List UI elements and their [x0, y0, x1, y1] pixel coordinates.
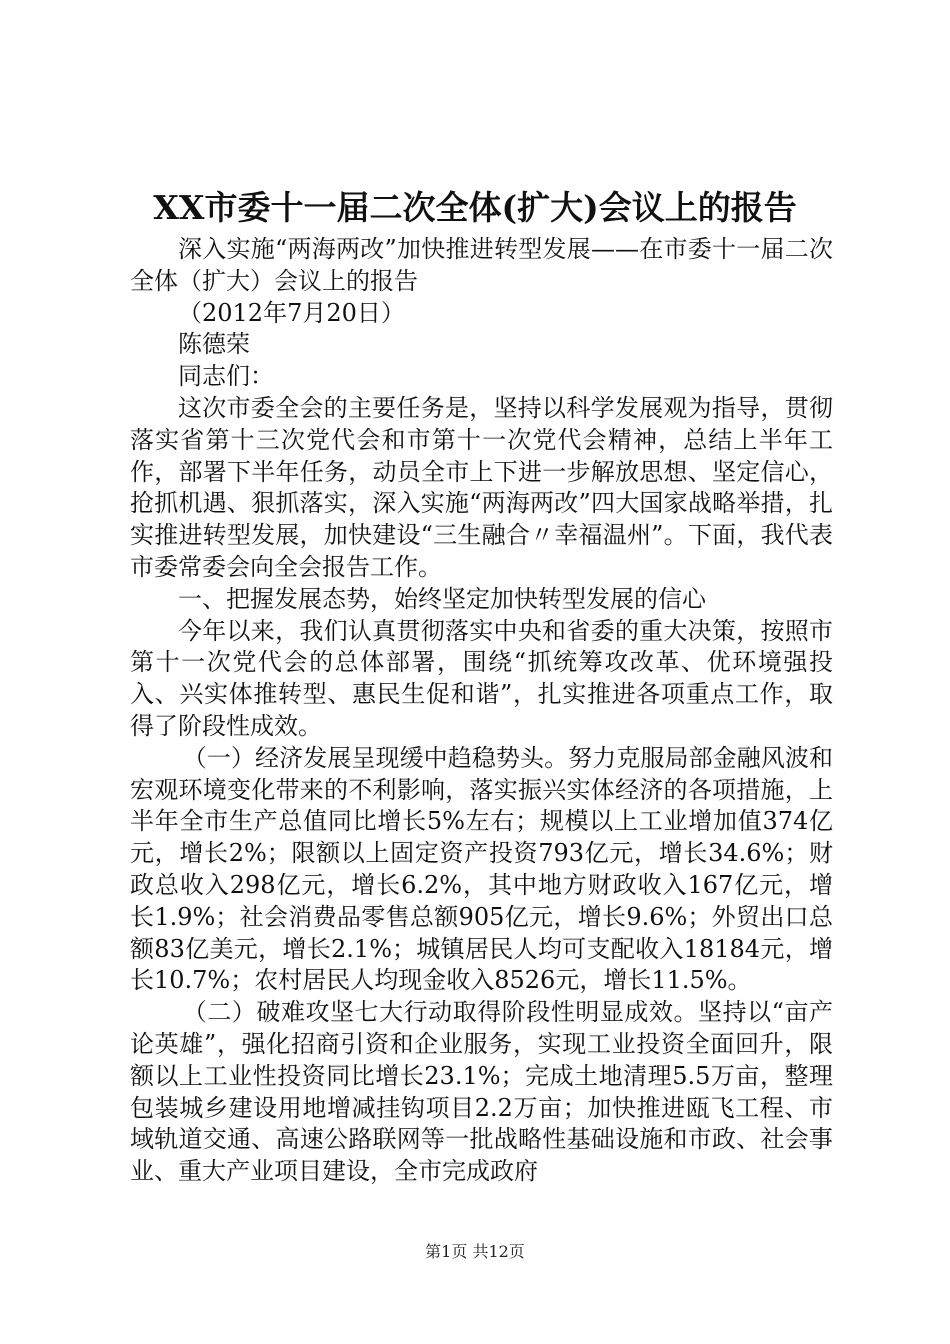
- section-heading: 一、把握发展态势，始终坚定加快转型发展的信心: [178, 584, 706, 613]
- date-line: （2012年7月20日）: [178, 298, 405, 327]
- subtitle-paragraph: 深入实施“两海两改”加快推进转型发展——在市委十一届二次全体（扩大）会议上的报告: [130, 235, 833, 295]
- page-footer: 第1页 共12页: [425, 1242, 525, 1261]
- document-body: [130, 234, 833, 1188]
- body-paragraph: 今年以来，我们认真贯彻落实中央和省委的重大决策，按照市第十一次党代会的总体部署，围绕“抓统筹攻改革、优环境强投入、兴实体推转型、惠民生促和谐”，扎实推进各项重点工作，取得了阶段性成效。: [130, 616, 833, 740]
- salutation-line: 同志们：: [178, 362, 274, 391]
- intro-paragraph: 这次市委全会的主要任务是，坚持以科学发展观为指导，贯彻落实省第十三次党代会和市第十一次党代会精神，总结上半年工作，部署下半年任务，动员全市上下进一步解放思想、坚定信心，抢抓机遇、狠抓落实，深入实施“两海两改”四大国家战略举措，扎实推进转型发展，加快建设“三生融合〃幸福温州”。下面，我代表市委常委会向全会报告工作。: [130, 393, 833, 581]
- document-title: XX市委十一届二次全体(扩大)会议上的报告: [153, 188, 797, 227]
- body-paragraph: （一）经济发展呈现缓中趋稳势头。努力克服局部金融风波和宏观环境变化带来的不利影响，落实振兴实体经济的各项措施，上半年全市生产总值同比增长5%左右；规模以上工业增加值374亿元，增长2%；限额以上固定资产投资793亿元，增长34.6%；财政总收入298亿元，增长6.2%，其中地方财政收入167亿元，增长1.9%；社会消费品零售总额905亿元，增长9.6%；外贸出口总额83亿美元，增长2.1%；城镇居民人均可支配收入18184元，增长10.7%；农村居民人均现金收入8526元，增长11.5%。: [130, 743, 833, 995]
- author-line: 陈德荣: [178, 330, 250, 359]
- body-paragraph: （二）破难攻坚七大行动取得阶段性明显成效。坚持以“亩产论英雄”，强化招商引资和企业服务，实现工业投资全面回升，限额以上工业性投资同比增长23.1%；完成土地清理5.5万亩，整理包装城乡建设用地增减挂钩项目2.2万亩；加快推进瓯飞工程、市域轨道交通、高速公路联网等一批战略性基础设施和市政、社会事业、重大产业项目建设，全市完成政府: [130, 998, 833, 1186]
